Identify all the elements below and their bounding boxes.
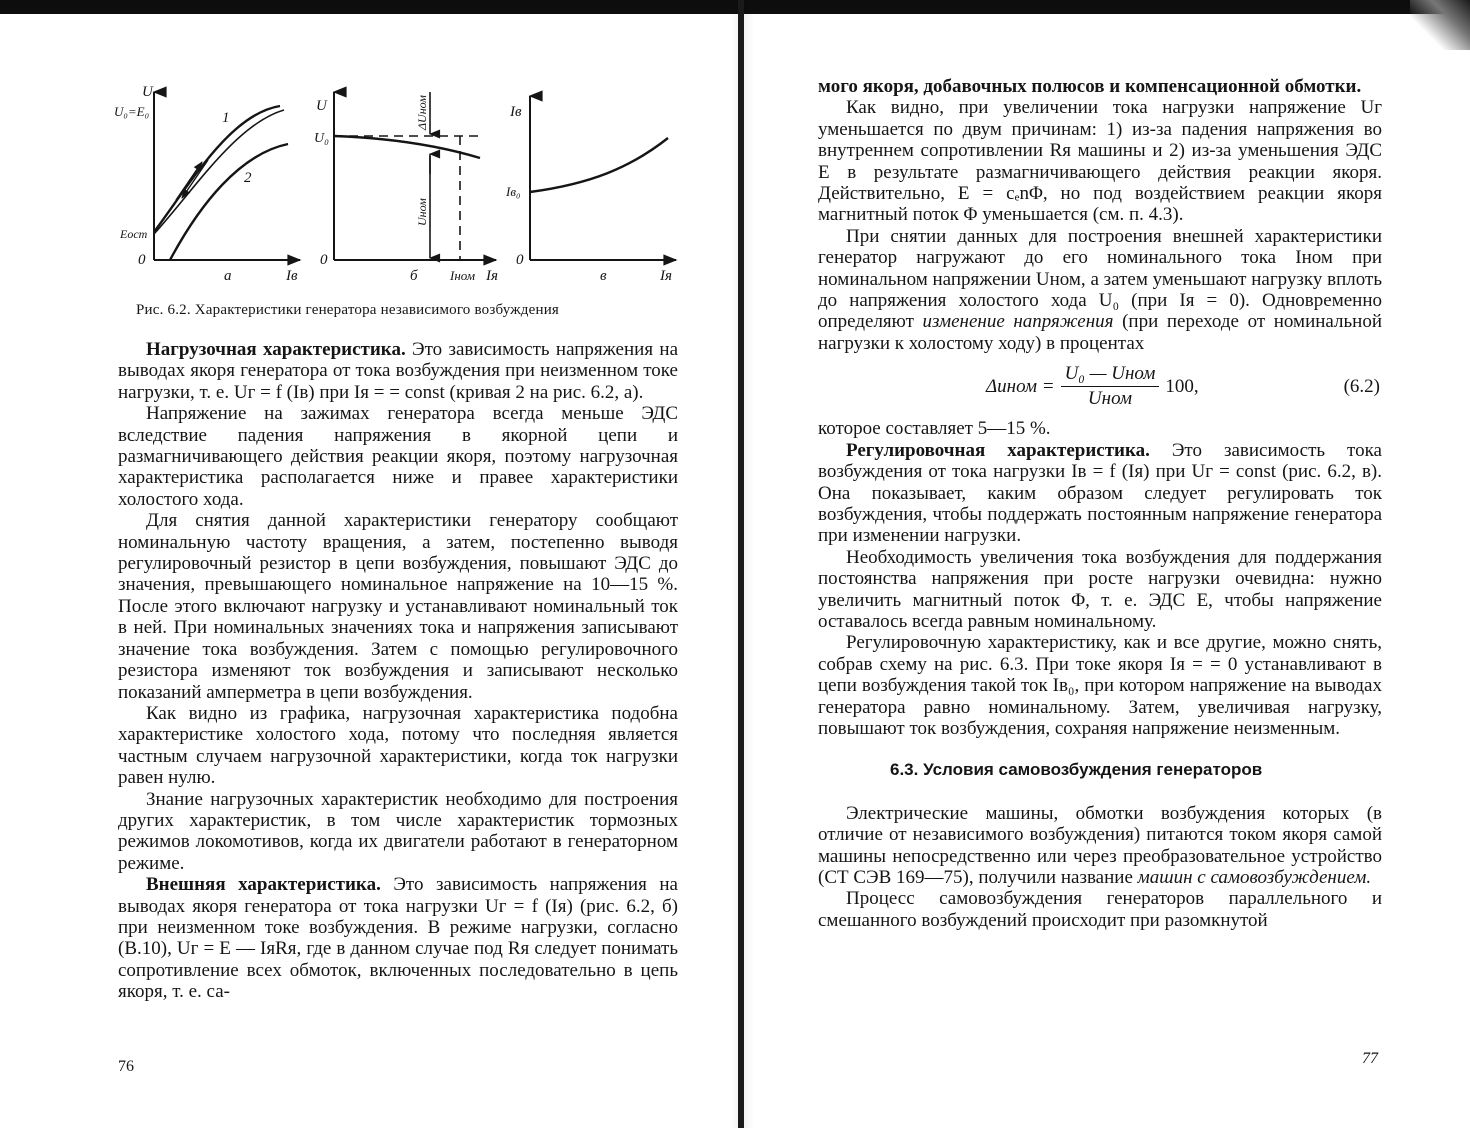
- paragraph: Как видно, при увеличении тока нагрузки напряжение Uг уменьшается по двум причинам: 1) из-за падения напряжения во внутреннем сопротивлении Rя машины и 2) из-за уменьшения ЭДС E в результате размагничивающего действия реакции якоря. Действительно, E = cₑnΦ, но под воздействием реакции якоря магнитный поток Φ уменьшается (см. п. 4.3).: [818, 97, 1382, 226]
- panel-a-letter: а: [224, 268, 232, 284]
- figure-caption: Рис. 6.2. Характеристики генератора независимого возбуждения: [136, 302, 560, 318]
- paragraph: При снятии данных для построения внешней характеристики генератор нагружают до его номинального тока Iном при номинальном напряжении Uном, а затем уменьшают нагрузку вплоть до напряжения холостого хода U₀ (при Iя = 0). Одновременно определяют изменение напряжения (при переходе от номинальной нагрузки к холостому ходу) в процентах: [818, 225, 1382, 354]
- panel-c-iv0-label: Iв₀: [506, 184, 521, 199]
- panel-a: [114, 84, 300, 284]
- panel-c-y-label: Iв: [510, 104, 522, 120]
- term-external-characteristic: Внешняя характеристика.: [146, 874, 381, 896]
- panel-c-x-label: Iя: [660, 268, 672, 284]
- term-load-characteristic: Нагрузочная характеристика.: [146, 339, 406, 360]
- panel-a-e-label: Eост: [120, 227, 148, 241]
- paragraph: Регулировочную характеристику, как и все другие, можно снять, собрав схему на рис. 6.3. При токе якоря Iя = = 0 устанавливают в цепи возбуждения такой ток Iв₀, при котором напряжение на выводах генератора равно номинальному. Затем, увеличивая нагрузку, повышают ток возбуждения, сохраняя напряжение неизменным.: [818, 632, 1382, 739]
- panel-b-u0-label: U₀: [314, 131, 329, 146]
- panel-a-origin-label: 0: [138, 252, 146, 268]
- panel-a-u0-label: U₀=E₀: [114, 104, 150, 119]
- paragraph: Как видно из графика, нагрузочная характеристика подобна характеристике холостого хода, потому что последняя является частным случаем нагрузочной характеристики, когда ток нагрузки равен нулю.: [118, 702, 678, 789]
- paragraph: Регулировочная характеристика. Это зависимость тока возбуждения от тока нагрузки Iв = f (Iя) при Uг = const (рис. 6.2, в). Она показывает, каким образом следует регулировать ток возбуждения, чтобы поддержать постоянным напряжение генератора при изменении нагрузки.: [818, 439, 1382, 547]
- formula-lhs: Δuном =: [986, 375, 1055, 397]
- panel-b-inom-label: Iном: [450, 268, 476, 283]
- paragraph: Электрические машины, обмотки возбуждения которых (в отличие от независимого возбуждения) питаются током якоря самой машины непосредственно или через преобразовательное устройство (СТ СЭВ 169—75), получили название машин с самовозбуждением.: [818, 802, 1382, 888]
- panel-b-origin-label: 0: [320, 252, 328, 268]
- panel-a-y-label: U: [142, 84, 153, 100]
- panel-a-hysteresis-arrow-down: [182, 160, 208, 198]
- paragraph: Необходимость увеличения тока возбуждения для поддержания постоянства напряжения при росте нагрузки очевидна: нужно увеличить магнитный поток Φ, т. е. ЭДС E, чтобы напряжение оставалось всегда равным номинальному.: [818, 546, 1382, 632]
- panel-c-regulating-curve: [530, 138, 668, 192]
- paragraph: Нагрузочная характеристика. Это зависимость напряжения на выводах якоря генератора от тока возбуждения при неизменном токе нагрузки, т. е. Uг = f (Iв) при Iя = = const (кривая 2 на рис. 6.2, а).: [118, 339, 678, 403]
- paragraph: которое составляет 5—15 %.: [818, 418, 1051, 440]
- left-page-text: [118, 339, 678, 1003]
- panel-b-external-curve: [334, 136, 480, 158]
- paragraph: Для снятия данной характеристики генератору сообщают номинальную частоту вращения, а затем, постепенно выводя регулировочный резистор в цепи возбуждения, повышают ЭДС до значения, превышающего номинальное напряжение на 10—15 %. После этого включают нагрузку и устанавливают номинальный ток в ней. При номинальных значениях тока и напряжения записывают значение тока возбуждения. Затем с помощью регулировочного резистора изменяют ток возбуждения и записывают несколько показаний амперметра в цепи возбуждения.: [118, 510, 678, 703]
- term-regulating-characteristic: Регулировочная характеристика.: [846, 439, 1150, 461]
- paragraph: Напряжение на зажимах генератора всегда меньше ЭДС вследствие падения напряжения в якорной цепи и размагничивающего действия реакции якоря, поэтому нагрузочная характеристика располагается ниже и правее характеристики холостого хода.: [118, 403, 678, 510]
- figure-6-2: [114, 74, 680, 294]
- panel-c: [505, 96, 676, 284]
- panel-a-curve-1-lower: [154, 110, 284, 234]
- paragraph: Знание нагрузочных характеристик необходимо для построения других характеристик, в том числе характеристик тормозных режимов локомотивов, когда их двигатели работают в генераторном режиме.: [118, 788, 678, 874]
- formula-6-2: [818, 358, 1382, 414]
- page-number-right: 77: [1362, 1050, 1378, 1067]
- paragraph: Процесс самовозбуждения генераторов параллельного и смешанного возбуждений происходит при разомкнутой: [818, 888, 1382, 931]
- panel-b-y-label: U: [316, 98, 327, 114]
- formula-denominator: Uном: [1087, 387, 1132, 409]
- formula-fraction: [1061, 363, 1160, 409]
- panel-a-curve-1-label: 1: [222, 110, 230, 126]
- panel-b: [314, 92, 498, 284]
- paragraph: мого якоря, добавочных полюсов и компенсационной обмотки.: [818, 76, 1362, 97]
- panel-b-unom-label: Uном: [415, 198, 429, 226]
- page-number-left: 76: [118, 1058, 134, 1075]
- paragraph: Внешняя характеристика. Это зависимость напряжения на выводах якоря генератора от тока нагрузки Uг = f (Iя) (рис. 6.2, б) при неизменном токе возбуждения. В режиме нагрузки, согласно (В.10), Uг = E — IяRя, где в данном случае под Rя следует понимать сопротивление всех обмоток, включенных последовательно в цепь якоря, т. е. са-: [118, 874, 678, 1003]
- panel-a-curve-2: [170, 144, 288, 260]
- equation-number: (6.2): [1343, 375, 1380, 397]
- panel-c-letter: в: [600, 268, 607, 284]
- panel-b-x-label: Iя: [486, 268, 498, 284]
- panel-b-delta-label: ΔUном: [415, 95, 429, 130]
- formula-rhs: 100,: [1165, 375, 1199, 397]
- panel-c-origin-label: 0: [516, 252, 524, 268]
- right-page-text: [818, 76, 1382, 931]
- panel-a-x-label: Iв: [286, 268, 298, 284]
- panel-a-curve-2-label: 2: [244, 170, 252, 186]
- section-heading: 6.3. Условия самовозбуждения генераторов: [890, 760, 1263, 780]
- panel-b-letter: б: [410, 268, 418, 284]
- formula-numerator: U₀ — Uном: [1061, 363, 1160, 386]
